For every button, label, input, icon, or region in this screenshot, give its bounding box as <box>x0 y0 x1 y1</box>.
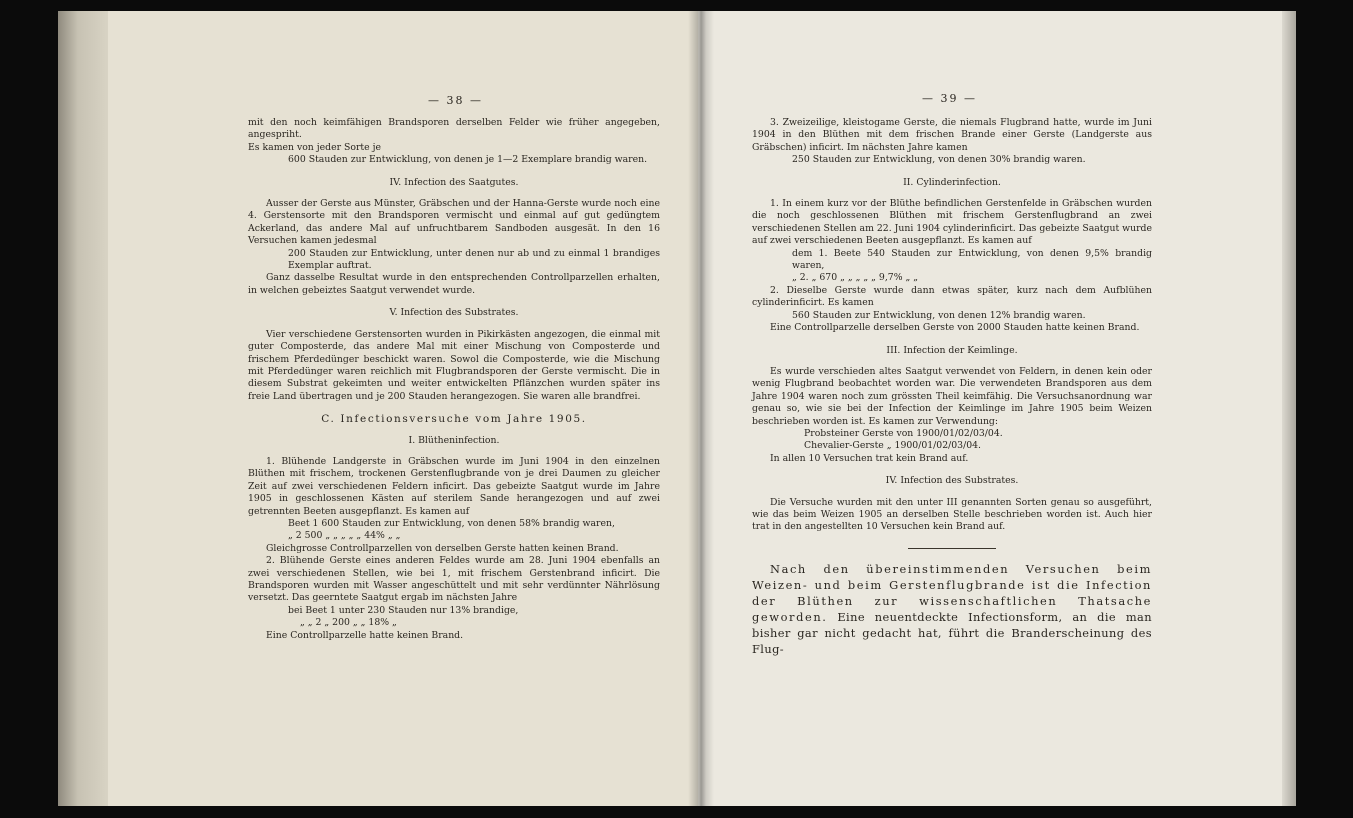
intro-result: 600 Stauden zur Entwicklung, von denen je 1—2 Exemplare brandig waren. <box>288 154 648 166</box>
intro-line1: mit den noch keimfähigen Brandsporen derselben Felder wie früher angegeben, angespriht. <box>248 117 660 141</box>
section-iii-title: III. Infection der Keimlinge. <box>886 344 1018 356</box>
c1-beet1: Beet 1 600 Stauden zur Entwicklung, von denen 58% brandig waren, <box>288 517 615 529</box>
section-ii-paragraph2: 2. Dieselbe Gerste wurde dann etwas später, kurz nach dem Aufblühen cylinderinficirt. Es kamen <box>752 284 1152 309</box>
section-ii-beet1: dem 1. Beete 540 Stauden zur Entwicklung, von denen 9,5% brandig waren, <box>792 247 1152 272</box>
c2-note: Eine Controllparzelle hatte keinen Brand. <box>266 629 464 641</box>
section-iii-note: In allen 10 Versuchen trat kein Brand auf. <box>770 452 969 464</box>
section-iii-list-2: Chevalier-Gerste „ 1900/01/02/03/04. <box>804 440 982 452</box>
separator-rule <box>908 548 996 549</box>
book-edge-left <box>58 11 108 806</box>
book-edge-right <box>1282 11 1296 806</box>
section-iv-result: 200 Stauden zur Entwicklung, unter denen nur ab und zu einmal 1 brandiges Exemplar auftrat. <box>288 247 660 272</box>
section-ii-title: II. Cylinderinfection. <box>903 176 1001 188</box>
c1-note: Gleichgrosse Controllparzellen von derselben Gerste hatten keinen Brand. <box>266 542 619 554</box>
section-iv-right-title: IV. Infection des Substrates. <box>885 475 1019 487</box>
section-iv-right-paragraph: Die Versuche wurden mit den unter III genannten Sorten genau so ausgeführt, wie das beim Weizen 1905 an derselben Stelle beschrieben worden ist. Auch hier trat in den angestellten 10 Versuchen kein Brand auf. <box>752 496 1152 533</box>
section-v-paragraph: Vier verschiedene Gerstensorten wurden in Pikirkästen angezogen, die einmal mit guter Composterde, das andere Mal mit einer Mischung von Composterde und frischem Pferdedünger beschickt waren. Sowol die Composterde, wie die Mischung mit Pferdedünger waren reichlich mit Flugbrandsporen der Gerste vermischt. Die in diesem Substrat gekeimten und weiter entwickelten Pflänzchen wurden später ins freie Land übertragen und je 200 Stauden herangezogen. Sie waren alle brandfrei. <box>248 328 660 402</box>
conclusion-paragraph <box>752 561 1152 657</box>
section-ii-beet2: „ 2. „ 670 „ „ „ „ „ 9,7% „ „ <box>792 272 919 284</box>
section-iv-title: IV. Infection des Saatgutes. <box>389 176 519 188</box>
item3-result: 250 Stauden zur Entwicklung, von denen 30% brandig waren. <box>792 154 1086 166</box>
conclusion-text: Eine neuentdeckte Infectionsform, an die man bisher gar nicht gedacht hat, führt die Branderscheinung des Flug- <box>752 609 1152 656</box>
section-ii-result: 560 Stauden zur Entwicklung, von denen 12% brandig waren. <box>792 309 1086 321</box>
section-iii-list-1: Probsteiner Gerste von 1900/01/02/03/04. <box>804 427 1003 439</box>
conclusion-spaced-text: Nach den übereinstimmenden Versuchen beim Weizen- und beim Gerstenflugbrande ist die Infection der Blüthen zur wissenschaftlichen Thatsache geworden. <box>752 561 1152 624</box>
c1-beet2: „ 2 500 „ „ „ „ „ 44% „ „ <box>288 530 401 542</box>
section-iii-paragraph: Es wurde verschieden altes Saatgut verwendet von Feldern, in denen kein oder wenig Flugbrand beobachtet worden war. Die verwendeten Brandsporen aus dem Jahre 1904 waren noch zum grössten Theil keimfähig. Die Versuchsanordnung war genau so, wie sie bei der Infection der Keimlinge im Jahre 1905 beim Weizen beschrieben worden ist. Es kamen zur Verwendung: <box>752 365 1152 427</box>
intro-line2: Es kamen von jeder Sorte je <box>248 141 381 153</box>
section-ii-paragraph: 1. In einem kurz vor der Blüthe befindlichen Gerstenfelde in Gräbschen wurden die noch geschlossenen Blüthen mit frischem Gerstenflugbrand an zwei verschiedenen Stellen am 22. Juni 1904 cylinderinficirt. Das gebeizte Saatgut wurde auf zwei verschiedenen Beeten ausgepflanzt. Es kamen auf <box>752 198 1152 247</box>
left-page-text <box>248 117 660 642</box>
left-folio: — 38 — <box>428 94 483 107</box>
c2-beet1: bei Beet 1 unter 230 Stauden nur 13% brandige, <box>288 604 519 616</box>
c2-beet2: „ „ 2 „ 200 „ „ 18% „ <box>300 617 397 629</box>
c1-paragraph: 1. Blühende Landgerste in Gräbschen wurde im Juni 1904 in den einzelnen Blüthen mit frischem, trockenen Gerstenflugbrande von je drei Daumen zu gleicher Zeit auf zwei verschiedenen Feldern inficirt. Das gebeizte Saatgut wurde im Jahre 1905 in geschlossenen Kästen auf sterilem Sande herangezogen und auf zwei getrennten Beeten ausgepflanzt. Es kamen auf <box>248 455 660 517</box>
right-folio: — 39 — <box>922 92 977 105</box>
item3-paragraph: 3. Zweizeilige, kleistogame Gerste, die niemals Flugbrand hatte, wurde im Juni 1904 in den Blüthen mit dem frischen Brande einer Gerste (Landgerste aus Gräbschen) inficirt. Im nächsten Jahre kamen <box>752 117 1152 153</box>
section-v-title: V. Infection des Substrates. <box>389 307 519 319</box>
section-c-subtitle: I. Blütheninfection. <box>408 434 500 446</box>
section-iv-paragraph2: Ganz dasselbe Resultat wurde in den entsprechenden Controllparzellen erhalten, in welchen gebeiztes Saatgut verwendet wurde. <box>248 272 660 296</box>
section-iv-paragraph: Ausser der Gerste aus Münster, Gräbschen und der Hanna-Gerste wurde noch eine 4. Gerstensorte mit den Brandsporen vermischt und einmal auf gut gedüngtem Ackerland, das andere Mal auf unfruchtbarem Sandboden ausgesät. In den 16 Versuchen kamen jedesmal <box>248 198 660 247</box>
right-page-text <box>752 117 1152 657</box>
section-ii-note: Eine Controllparzelle derselben Gerste von 2000 Stauden hatte keinen Brand. <box>770 322 1140 334</box>
section-c-title: C. Infectionsversuche vom Jahre 1905. <box>321 413 587 426</box>
book-gutter <box>688 11 714 806</box>
c2-paragraph: 2. Blühende Gerste eines anderen Feldes wurde am 28. Juni 1904 ebenfalls an zwei verschiedenen Stellen, wie bei 1, mit frischem Gerstenbrand inficirt. Die Brandsporen wurden mit Wasser angeschüttelt und mit sehr verdünnter Nährlösung versetzt. Das geerntete Saatgut ergab im nächsten Jahre <box>248 555 660 604</box>
